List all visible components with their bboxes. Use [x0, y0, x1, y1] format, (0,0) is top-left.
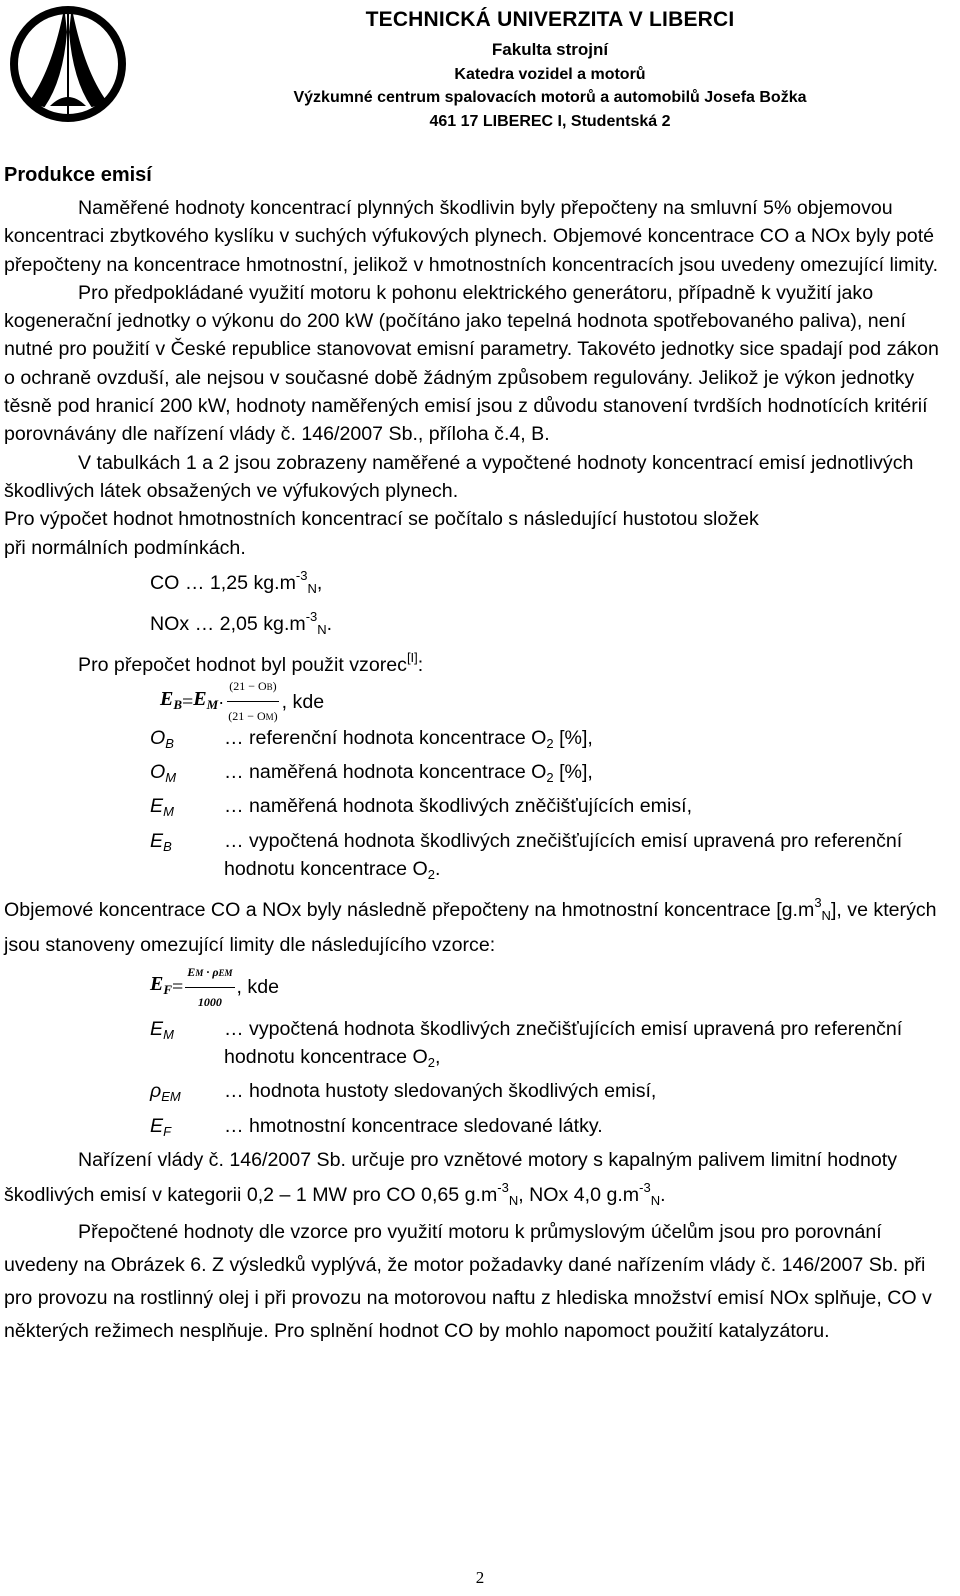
f1-kde: , kde: [281, 690, 325, 713]
university-logo: [6, 2, 130, 126]
p6-text-c: .: [660, 1184, 666, 1207]
def-sub: M: [163, 804, 174, 820]
def-desc: [224, 792, 944, 826]
formula-intro: [4, 644, 954, 679]
def-desc-end: .: [434, 857, 441, 880]
f1-num: (21 − O: [229, 678, 267, 693]
def-sub: M: [163, 1026, 174, 1042]
def-desc-text: … vypočtená hodnota škodlivých znečišťujících emisí upravená pro referenční hodnotu koncentrace O: [224, 829, 903, 880]
formula-intro-end: :: [417, 654, 424, 677]
def-sub: B: [163, 838, 172, 854]
def-sym: ρ: [150, 1080, 162, 1103]
density-co-exp: -3: [295, 567, 308, 583]
formula-1: [160, 680, 954, 724]
department-name: Katedra vozidel a motorů: [454, 66, 646, 83]
def-desc-end: [%],: [553, 761, 593, 784]
p6-sup-1: -3: [497, 1180, 509, 1196]
def-symbol: [150, 1077, 224, 1111]
density-co-sub: N: [307, 580, 317, 596]
address: 461 17 LIBEREC I, Studentská 2: [429, 113, 671, 130]
paragraph-3: V tabulkách 1 a 2 jsou zobrazeny naměřené a vypočtené hodnoty koncentrací emisí jednotlivých škodlivých látek obsažených ve výfukových plynech.: [4, 451, 914, 502]
def1-row: [4, 758, 954, 792]
def-desc-text: … hodnota hustoty sledovaných škodlivých emisí,: [224, 1080, 657, 1103]
density-nox: [150, 603, 954, 644]
section-title: Produkce emisí: [4, 164, 152, 186]
p5-text-a: Objemové koncentrace CO a NOx byly následně přepočteny na hmotnostní koncentrace [g.m: [4, 899, 815, 922]
f2-numerator: [185, 958, 234, 988]
def-desc-sub: 2: [427, 1055, 435, 1071]
paragraph-6: [4, 1146, 954, 1216]
university-name: TECHNICKÁ UNIVERZITA V LIBERCI: [365, 8, 735, 31]
f2-num-sub: M: [195, 967, 204, 978]
f2-num-sub2: EM: [218, 967, 233, 978]
density-co-end: ,: [316, 571, 323, 594]
def-desc-text: … hmotnostní koncentrace sledované látky.: [224, 1114, 603, 1137]
f2-equals: =: [172, 975, 184, 998]
p6-sup-2: -3: [639, 1180, 651, 1196]
def-sym: O: [150, 726, 166, 749]
def-sub: F: [163, 1123, 172, 1139]
formula-1-m: [193, 685, 218, 719]
p6-text-b: , NOx 4,0 g.m: [518, 1184, 640, 1207]
paragraph-5: [4, 889, 954, 959]
def1-row: [4, 724, 954, 758]
f1-den-close: ): [273, 709, 278, 724]
def-desc-sub: 2: [546, 735, 554, 751]
f1-m-sub: M: [206, 696, 219, 712]
def-desc: [224, 1015, 944, 1078]
formula-1-fraction: [226, 672, 279, 732]
p6-sub-2: N: [650, 1193, 661, 1209]
def2-row: [4, 1112, 954, 1146]
def-symbol: [150, 827, 224, 890]
f1-den: (21 − O: [228, 709, 266, 724]
density-nox-sub: N: [317, 622, 327, 638]
def-symbol: [150, 1015, 224, 1078]
formula-intro-text: Pro přepočet hodnot byl použit vzorec: [78, 654, 407, 677]
paragraph-7: Přepočtené hodnoty dle vzorce pro využití motoru k průmyslovým účelům jsou pro porovnání uvedeny na Obrázek 6. Z výsledků vyplývá, že motor požadavky dané nařízením vlády č. 146/2007 Sb. při pro provozu na rostlinný olej i při provozu na motorovou naftu z hlediska množství emisí NOx splňuje, CO v některých režimech nesplňuje. Pro splnění hodnot CO by mohlo napomoct použití katalyzátoru.: [4, 1220, 932, 1342]
def-symbol: [150, 724, 224, 758]
def-sym: E: [150, 795, 164, 818]
density-co: [150, 562, 954, 603]
density-nox-exp: -3: [305, 609, 318, 625]
f1-den-sub: M: [265, 712, 274, 723]
definitions-1: [4, 724, 954, 889]
f2-num-mid: · ρ: [203, 964, 219, 979]
f2-denominator: 1000: [197, 994, 222, 1009]
p5-text-b: ], ve kterých jsou stanoveny omezující limity dle následujícího vzorce:: [4, 899, 937, 956]
def2-row: [4, 1077, 954, 1111]
f1-lhs: E: [160, 687, 174, 710]
density-co-text: CO … 1,25 kg.m: [150, 571, 296, 594]
def-sub: B: [165, 735, 174, 751]
def-sym: O: [150, 761, 166, 784]
def-desc-sub: 2: [546, 770, 554, 786]
f1-numerator: [227, 672, 278, 702]
f1-num-sub: B: [266, 681, 273, 692]
f1-lhs-sub: B: [173, 696, 183, 712]
p6-text-a: Nařízení vlády č. 146/2007 Sb. určuje pro vznětové motory s kapalným palivem limitní hodnoty škodlivých emisí v kategorii 0,2 – 1 MW pro CO 0,65 g.m: [4, 1149, 897, 1207]
p5-sub: N: [821, 908, 831, 924]
def-symbol: [150, 1112, 224, 1146]
def-symbol: [150, 758, 224, 792]
formula-2-lhs: [150, 970, 172, 1004]
def1-row: [4, 827, 954, 890]
density-nox-end: .: [326, 613, 333, 636]
density-nox-text: NOx … 2,05 kg.m: [150, 613, 306, 636]
def2-row: [4, 1015, 954, 1078]
paragraph-1: Naměřené hodnoty koncentrací plynných škodlivin byly přepočteny na smluvní 5% objemovou koncentraci zbytkového kyslíku v suchých výfukových plynech. Objemové koncentrace CO a NOx byly poté přepočteny na koncentrace hmotnostní, jelikož v hmotnostních koncentracích jsou uvedeny omezující limity.: [4, 197, 939, 276]
p6-sub-1: N: [508, 1193, 519, 1209]
def-desc: [224, 724, 944, 758]
f1-num-close: ): [272, 678, 277, 693]
f2-num: E: [187, 964, 196, 979]
definitions-2: [4, 1015, 954, 1146]
f2-lhs-sub: F: [163, 981, 173, 997]
f2-kde: , kde: [236, 975, 280, 998]
def-desc-text: … vypočtená hodnota škodlivých znečišťujících emisí upravená pro referenční hodnotu koncentrace O: [224, 1017, 903, 1069]
def-sub: EM: [161, 1089, 181, 1105]
def-desc-sub: 2: [427, 866, 435, 882]
def-sym: E: [150, 1017, 164, 1040]
def-desc: [224, 827, 944, 890]
f1-m: E: [193, 687, 207, 710]
def1-row: [4, 792, 954, 826]
research-center-name: Výzkumné centrum spalovacích motorů a automobilů Josefa Božka: [293, 89, 807, 106]
def-sym: E: [150, 1114, 164, 1137]
def-desc-text: … referenční hodnota koncentrace O: [224, 726, 547, 749]
def-sym: E: [150, 829, 164, 852]
f1-equals: =: [182, 690, 194, 713]
formula-2-fraction: [185, 958, 234, 1017]
def-desc: [224, 758, 944, 792]
paragraph-4b: při normálních podmínkách.: [4, 536, 246, 559]
formula-2: [150, 959, 954, 1015]
paragraph-4a: Pro výpočet hodnot hmotnostních koncentrací se počítalo s následující hustotou složek: [4, 508, 759, 531]
def-desc-text: … naměřená hodnota škodlivých zněčišťujících emisí,: [224, 795, 693, 818]
page-number: 2: [475, 1568, 485, 1587]
def-symbol: [150, 792, 224, 826]
formula-1-lhs: [160, 685, 182, 719]
f1-dot: ·: [218, 691, 225, 712]
f2-lhs: E: [150, 972, 164, 995]
def-desc-text: … naměřená hodnota koncentrace O: [224, 761, 547, 784]
def-desc: [224, 1112, 944, 1146]
faculty-name: Fakulta strojní: [491, 40, 609, 59]
def-desc-end: [%],: [553, 726, 593, 749]
formula-reference: [I]: [406, 650, 418, 666]
def-desc: [224, 1077, 944, 1111]
def-sub: M: [165, 770, 177, 786]
document-body: [4, 194, 954, 1348]
paragraph-2: Pro předpokládané využití motoru k pohonu elektrického generátoru, případně k využití jako kogenerační jednotky o výkonu do 200 kW (počítáno jako tepelná hodnota spotřebovaného paliva), není nutné pro použití v České republice stanovovat emisní parametry. Takovéto jednotky sice spadají pod zákon o ochraně ovzduší, ale nejsou v současné době žádným způsobem regulovány. Jelikož je výkon jednotky těsně pod hranicí 200 kW, hodnoty naměřených emisí jsou z důvodu stanovení tvrdších hodnotících kritérií porovnávány dle nařízení vlády č. 146/2007 Sb., příloha č.4, B.: [4, 281, 939, 446]
p5-sup: 3: [814, 895, 822, 911]
def-desc-end: ,: [434, 1046, 441, 1069]
